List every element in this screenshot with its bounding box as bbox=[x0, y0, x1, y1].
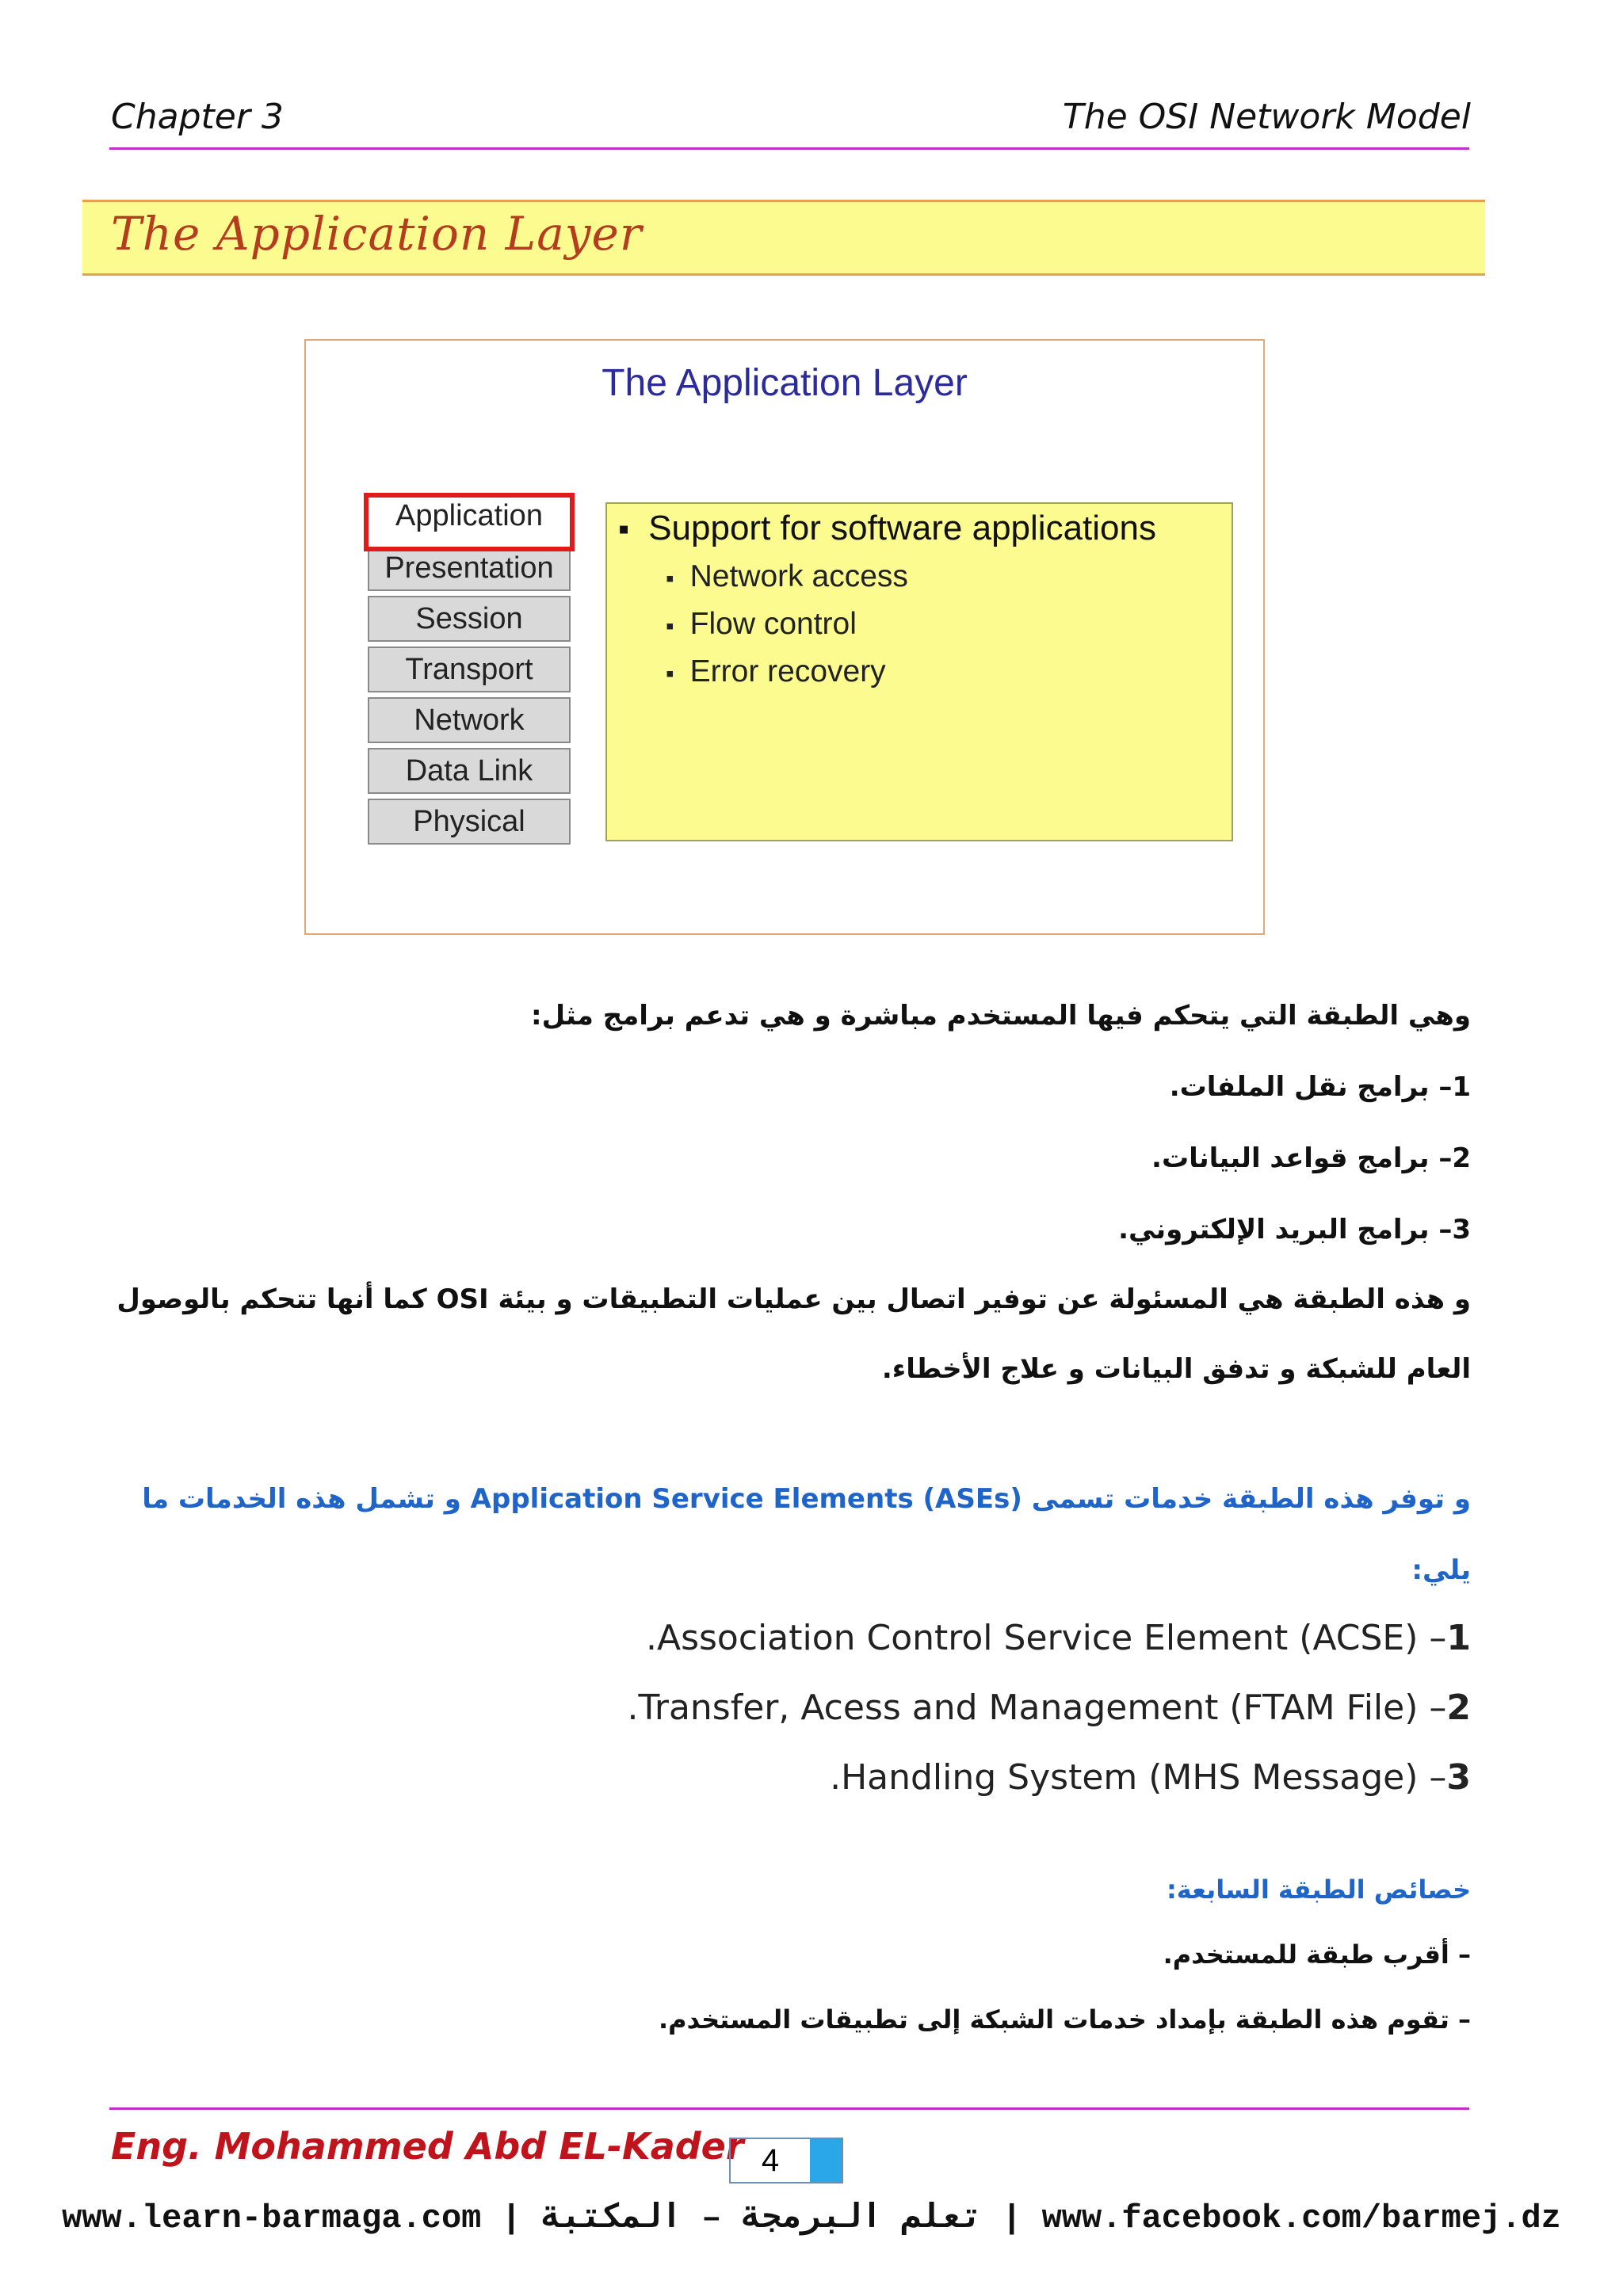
service-number: 1 bbox=[1446, 1618, 1471, 1658]
services-intro-line: و توفر هذه الطبقة خدمات تسمى Application Service Elements (ASEs) و تشمل هذه الخدمات ما bbox=[142, 1483, 1471, 1515]
sub-bullet: ▪ Network access bbox=[666, 559, 908, 594]
service-item bbox=[627, 1688, 1471, 1728]
layer-session: Session bbox=[368, 596, 571, 642]
layer-data-link: Data Link bbox=[368, 748, 571, 794]
sub-bullet: ▪ Flow control bbox=[666, 607, 857, 642]
sub-bullet: ▪ Error recovery bbox=[666, 654, 886, 689]
page-number: 4 bbox=[761, 2143, 780, 2178]
section-title: The Application Layer bbox=[111, 207, 643, 261]
layer-description-box bbox=[605, 502, 1233, 841]
layer-physical: Physical bbox=[368, 799, 571, 845]
layer-presentation: Presentation bbox=[368, 545, 571, 591]
example-item bbox=[1118, 1214, 1471, 1245]
service-text: .Association Control Service Element (ACSE) – bbox=[645, 1618, 1447, 1658]
intro-text: وهي الطبقة التي يتحكم فيها المستخدم مباشرة و هي تدعم برامج مثل: bbox=[531, 1000, 1471, 1032]
page-accent-bar bbox=[810, 2139, 842, 2182]
osi-slide-figure bbox=[304, 339, 1265, 935]
chapter-label: Chapter 3 bbox=[111, 97, 284, 137]
description-line: العام للشبكة و تدفق البيانات و علاج الأخطاء. bbox=[881, 1353, 1471, 1385]
example-item bbox=[1151, 1142, 1471, 1174]
page-number-box bbox=[729, 2138, 843, 2183]
footer-divider bbox=[109, 2107, 1469, 2110]
example-text: – برامج قواعد البيانات. bbox=[1151, 1142, 1453, 1174]
service-item bbox=[646, 1618, 1471, 1658]
author-name: Eng. Mohammed Abd EL-Kader bbox=[111, 2125, 744, 2168]
slide-title: The Application Layer bbox=[601, 362, 968, 404]
osi-layer-stack bbox=[368, 493, 571, 849]
service-text: .Handling System (MHS Message) – bbox=[830, 1757, 1447, 1798]
layer-application: Application bbox=[364, 493, 575, 551]
description-line: و هذه الطبقة هي المسئولة عن توفير اتصال بين عمليات التطبيقات و بيئة OSI كما أنها تتحكم بالوصول bbox=[116, 1283, 1471, 1315]
service-number: 3 bbox=[1446, 1757, 1471, 1798]
services-intro-line: يلي: bbox=[1411, 1554, 1471, 1586]
example-item bbox=[1170, 1071, 1471, 1103]
example-number: 2 bbox=[1452, 1142, 1471, 1174]
example-number: 3 bbox=[1452, 1214, 1471, 1245]
service-item bbox=[830, 1757, 1471, 1798]
example-number: 1 bbox=[1452, 1071, 1471, 1103]
chapter-title: The OSI Network Model bbox=[1062, 97, 1471, 137]
example-text: – برامج نقل الملفات. bbox=[1169, 1071, 1453, 1103]
feature-item: – أقرب طبقة للمستخدم. bbox=[1163, 1939, 1471, 1970]
main-bullet: ▪ Support for software applications bbox=[618, 509, 1156, 548]
feature-item: – تقوم هذه الطبقة بإمداد خدمات الشبكة إلى تطبيقات المستخدم. bbox=[658, 2004, 1471, 2035]
example-text: – برامج البريد الإلكتروني. bbox=[1118, 1214, 1453, 1245]
footer-links: www.learn-barmaga.com | تعلم البرمجة – المكتبة | www.facebook.com/barmej.dz bbox=[62, 2199, 1561, 2237]
header-divider bbox=[109, 147, 1469, 150]
section-banner bbox=[82, 200, 1485, 276]
features-heading: خصائص الطبقة السابعة: bbox=[1166, 1875, 1471, 1905]
service-text: .Transfer, Acess and Management (FTAM File) – bbox=[627, 1688, 1447, 1728]
layer-network: Network bbox=[368, 697, 571, 743]
service-number: 2 bbox=[1446, 1688, 1471, 1728]
layer-transport: Transport bbox=[368, 646, 571, 692]
